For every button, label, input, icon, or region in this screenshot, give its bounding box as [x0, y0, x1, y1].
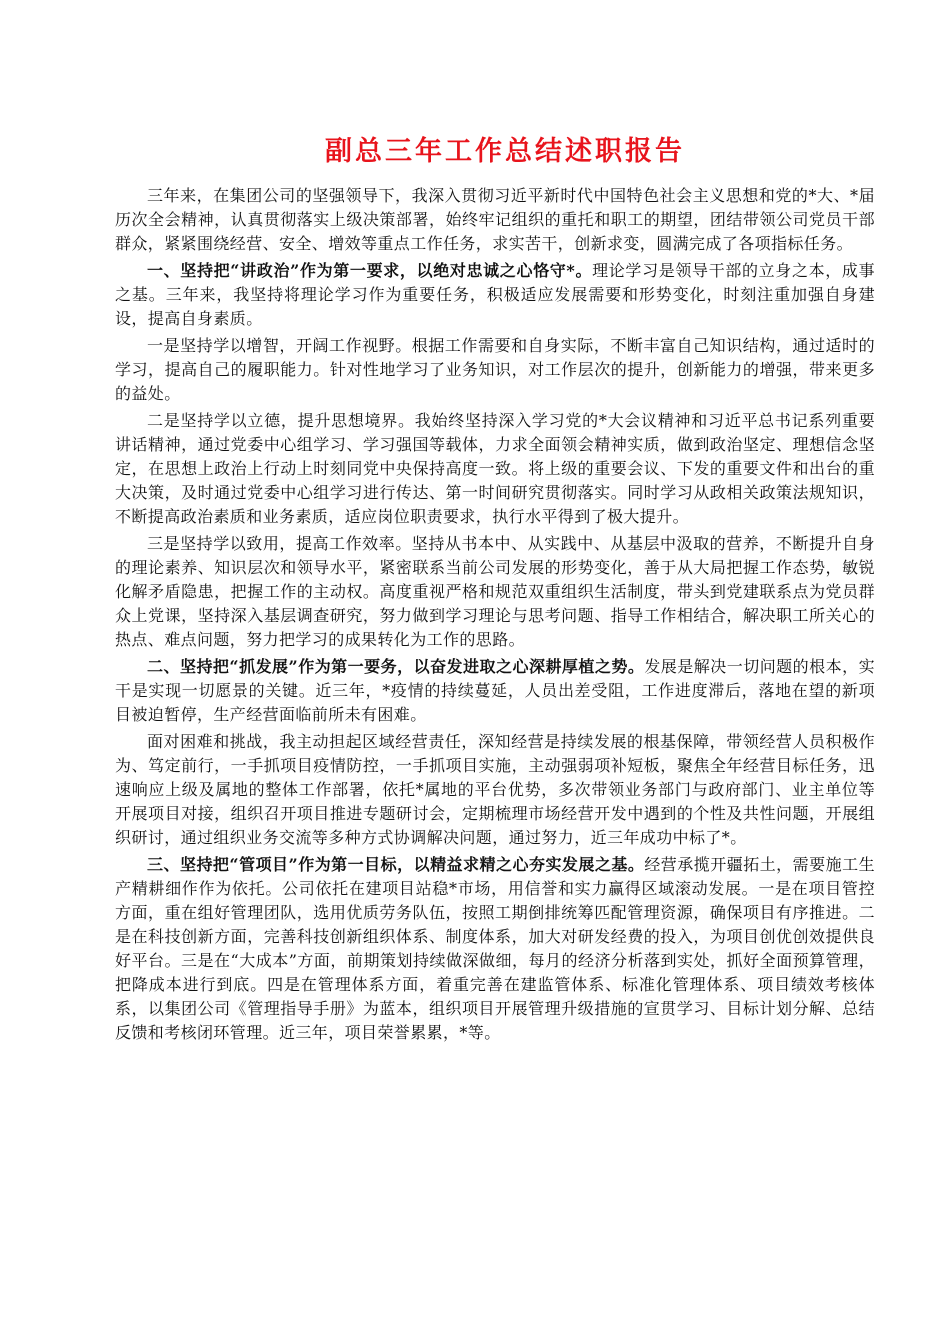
paragraph-intro: [115, 184, 875, 256]
paragraph-section-1: [115, 259, 875, 331]
paragraph-section-1-point-2: [115, 409, 875, 529]
paragraph-section-1-point-1: [115, 334, 875, 406]
paragraph-text: 发展是解决一切问题的根本，实干是实现一切愿景的关键。近三年，*疫情的持续蔓延，人员出差受阻，工作进度滞后，落地在望的新项目被迫暂停，生产经营面临前所未有困难。: [115, 657, 875, 724]
paragraph-text: 面对困难和挑战，我主动担起区域经营责任，深知经营是持续发展的根基保障，带领经营人员积极作为、笃定前行，一手抓项目疫情防控，一手抓项目实施，主动强弱项补短板，聚焦全年经营目标任务，迅速响应上级及属地的整体工作部署，依托*属地的平台优势，多次带领业务部门与政府部门、业主单位等开展项目对接，组织召开项目推进专题研讨会，定期梳理市场经营开发中遇到的个性及共性问题，开展组织研讨，通过组织业务交流等多种方式协调解决问题，通过努力，近三年成功中标了*。: [115, 732, 875, 847]
section-3-heading: 三、坚持把“管项目”作为第一目标，以精益求精之心夯实发展之基。: [147, 855, 645, 874]
section-2-heading: 二、坚持把“抓发展”作为第一要务，以奋发进取之心深耕厚植之势。: [147, 657, 645, 676]
section-1-heading: 一、坚持把“讲政治”作为第一要求，以绝对忠诚之心恪守*。: [147, 261, 593, 280]
paragraph-text: 三是坚持学以致用，提高工作效率。坚持从书本中、从实践中、从基层中汲取的营养，不断提升自身的理论素养、知识层次和领导水平，紧密联系当前公司发展的形势变化，善于从大局把握工作态势，敏锐化解矛盾隐患，把握工作的主动权。高度重视严格和规范双重组织生活制度，带头到党建联系点为党员群众上党课，坚持深入基层调查研究，努力做到学习理论与思考问题、指导工作相结合，解决职工所关心的热点、难点问题，努力把学习的成果转化为工作的思路。: [115, 534, 875, 649]
paragraph-text: 三年来，在集团公司的坚强领导下，我深入贯彻习近平新时代中国特色社会主义思想和党的*大、*届历次全会精神，认真贯彻落实上级决策部署，始终牢记组织的重托和职工的期望，团结带领公司党员干部群众，紧紧围绕经营、安全、增效等重点工作任务，求实苦干，创新求变，圆满完成了各项指标任务。: [115, 186, 875, 253]
paragraph-text: 理论学习是领导干部的立身之本，成事之基。三年来，我坚持将理论学习作为重要任务，积极适应发展需要和形势变化，时刻注重加强自身建设，提高自身素质。: [115, 261, 875, 328]
paragraph-text: 一是坚持学以增智，开阔工作视野。根据工作需要和自身实际，不断丰富自己知识结构，通过适时的学习，提高自己的履职能力。针对性地学习了业务知识，对工作层次的提升，创新能力的增强，带来更多的益处。: [115, 336, 875, 403]
paragraph-section-1-point-3: [115, 532, 875, 652]
document-page: [115, 132, 875, 1048]
paragraph-section-2: [115, 655, 875, 727]
paragraph-section-2-detail: [115, 730, 875, 850]
document-title: 副总三年工作总结述职报告: [325, 136, 685, 167]
paragraph-text: 经营承揽开疆拓土，需要施工生产精耕细作作为依托。公司依托在建项目站稳*市场，用信誉和实力赢得区域滚动发展。一是在项目管控方面，重在组好管理团队，选用优质劳务队伍，按照工期倒排统筹匹配管理资源，确保项目有序推进。二是在科技创新方面，完善科技创新组织体系、制度体系，加大对研发经费的投入，为项目创优创效提供良好平台。三是在“大成本”方面，前期策划持续做深做细，每月的经济分析落到实处，抓好全面预算管理，把降成本进行到底。四是在管理体系方面，着重完善在建监管体系、标准化管理体系、项目绩效考核体系，以集团公司《管理指导手册》为蓝本，组织项目开展管理升级措施的宣贯学习、目标计划分解、总结反馈和考核闭环管理。近三年，项目荣誉累累，*等。: [115, 855, 875, 1042]
paragraph-section-3: [115, 853, 875, 1045]
paragraph-text: 二是坚持学以立德，提升思想境界。我始终坚持深入学习党的*大会议精神和习近平总书记系列重要讲话精神，通过党委中心组学习、学习强国等载体，力求全面领会精神实质，做到政治坚定、理想信念坚定，在思想上政治上行动上时刻同党中央保持高度一致。将上级的重要会议、下发的重要文件和出台的重大决策，及时通过党委中心组学习进行传达、第一时间研究贯彻落实。同时学习从政相关政策法规知识，不断提高政治素质和业务素质，适应岗位职责要求，执行水平得到了极大提升。: [115, 411, 875, 526]
